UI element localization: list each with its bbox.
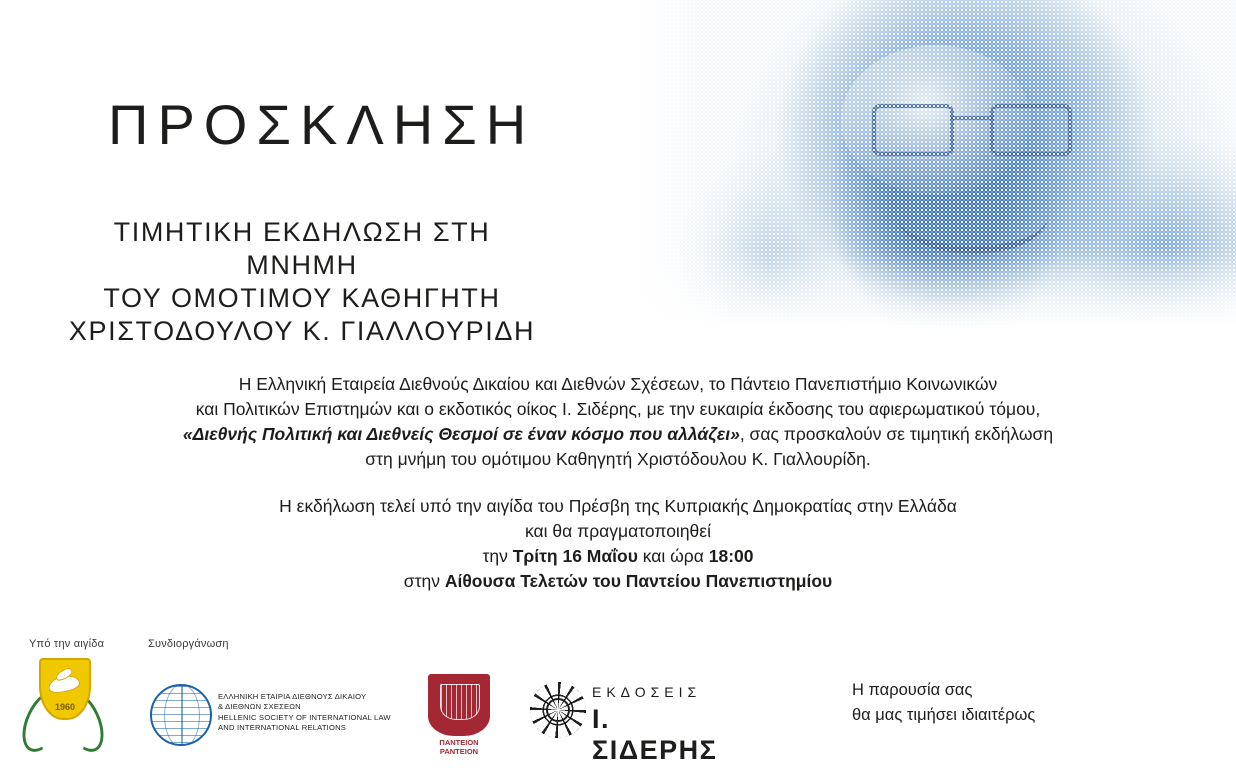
hellenic-society-line-2: & ΔΙΕΘΝΩΝ ΣΧΕΣΕΩΝ [218, 702, 301, 712]
invitation-body [0, 372, 1236, 594]
panteion-columns [440, 684, 480, 720]
portrait-bottom-fade [636, 250, 1236, 340]
datetime-prefix: την [482, 546, 513, 566]
globe-icon [150, 684, 212, 746]
panteion-line-2: PANTEION [439, 747, 479, 756]
hellenic-society-line-3: HELLENIC SOCIETY OF INTERNATIONAL LAW [218, 712, 391, 722]
event-venue-line [0, 569, 1236, 594]
datetime-middle: και ώρα [637, 546, 709, 566]
event-venue: Αίθουσα Τελετών του Παντείου Πανεπιστημίου [444, 571, 833, 591]
event-datetime-line [0, 544, 1236, 569]
closing-line-1: Η παρουσία σας [852, 681, 973, 699]
emblem-shield [39, 658, 91, 720]
hellenic-society-text [218, 692, 403, 734]
hellenic-society-line-1: ΕΛΛΗΝΙΚΗ ΕΤΑΙΡΙΑ ΔΙΕΘΝΟΥΣ ΔΙΚΑΙΟΥ [218, 692, 367, 701]
event-time: 18:00 [708, 546, 754, 566]
cyprus-coat-of-arms-icon [26, 658, 100, 754]
subtitle-line-1: ΤΙΜΗΤΙΚΗ ΕΚΔΗΛΩΣΗ ΣΤΗ ΜΝΗΜΗ [113, 217, 491, 280]
para2-line-2: και θα πραγματοποιηθεί [525, 521, 711, 541]
panteion-shield-icon [428, 674, 490, 736]
para1-line-1: Η Ελληνική Εταιρεία Διεθνούς Δικαίου και Διεθνών Σχέσεων, το Πάντειο Πανεπιστήμιο Κοινωνικών [238, 374, 998, 394]
portrait-image [636, 0, 1236, 340]
aegis-label: Υπό την αιγίδα [29, 638, 105, 650]
subtitle-line-3: ΧΡΙΣΤΟΔΟΥΛΟΥ Κ. ΓΙΑΛΛΟΥΡΙΔΗ [68, 316, 536, 346]
page-title: ΠΡΟΣΚΛΗΣΗ [108, 93, 536, 156]
hellenic-society-line-4: AND INTERNATIONAL RELATIONS [218, 723, 347, 733]
book-title: «Διεθνής Πολιτική και Διεθνείς Θεσμοί σε έναν κόσμο που αλλάζει» [182, 424, 740, 444]
sideris-line-1: ΕΚΔΟΣΕΙΣ [592, 684, 702, 700]
closing-note [852, 678, 1035, 728]
event-date: Τρίτη 16 Μαΐου [512, 546, 638, 566]
para1-line-3-rest: , σας προσκαλούν σε τιμητική εκδήλωση [739, 424, 1054, 444]
coorganizers-label: Συνδιοργάνωση [148, 638, 229, 650]
sideris-line-2: Ι. ΣΙΔΕΡΗΣ [592, 704, 718, 765]
closing-line-2: θα μας τιμήσει ιδιαιτέρως [852, 706, 1036, 724]
panteion-university-logo [428, 674, 490, 756]
panteion-line-1: ΠΑΝΤΕΙΟΝ [439, 738, 479, 747]
gear-core-icon [546, 698, 570, 722]
hellenic-society-logo [150, 678, 400, 748]
para1-line-2: και Πολιτικών Επιστημών και ο εκδοτικός οίκος Ι. Σιδέρης, με την ευκαιρία έκδοσης του αφιερωματικού τόμου, [195, 399, 1041, 419]
venue-prefix: στην [403, 571, 445, 591]
event-subtitle [62, 216, 542, 348]
emblem-year: 1960 [54, 702, 76, 712]
sideris-publisher-logo [528, 678, 718, 765]
para1-line-3 [0, 422, 1236, 447]
footer [0, 630, 1236, 768]
para1-line-4: στη μνήμη του ομότιμου Καθηγητή Χριστόδουλου Κ. Γιαλλουρίδη. [365, 449, 871, 469]
paragraph-1 [0, 372, 1236, 472]
panteion-text [428, 738, 490, 756]
subtitle-line-2: ΤΟΥ ΟΜΟΤΙΜΟΥ ΚΑΘΗΓΗΤΗ [103, 283, 501, 313]
paragraph-2 [0, 494, 1236, 594]
para2-line-1: Η εκδήλωση τελεί υπό την αιγίδα του Πρέσβη της Κυπριακής Δημοκρατίας στην Ελλάδα [279, 496, 957, 516]
